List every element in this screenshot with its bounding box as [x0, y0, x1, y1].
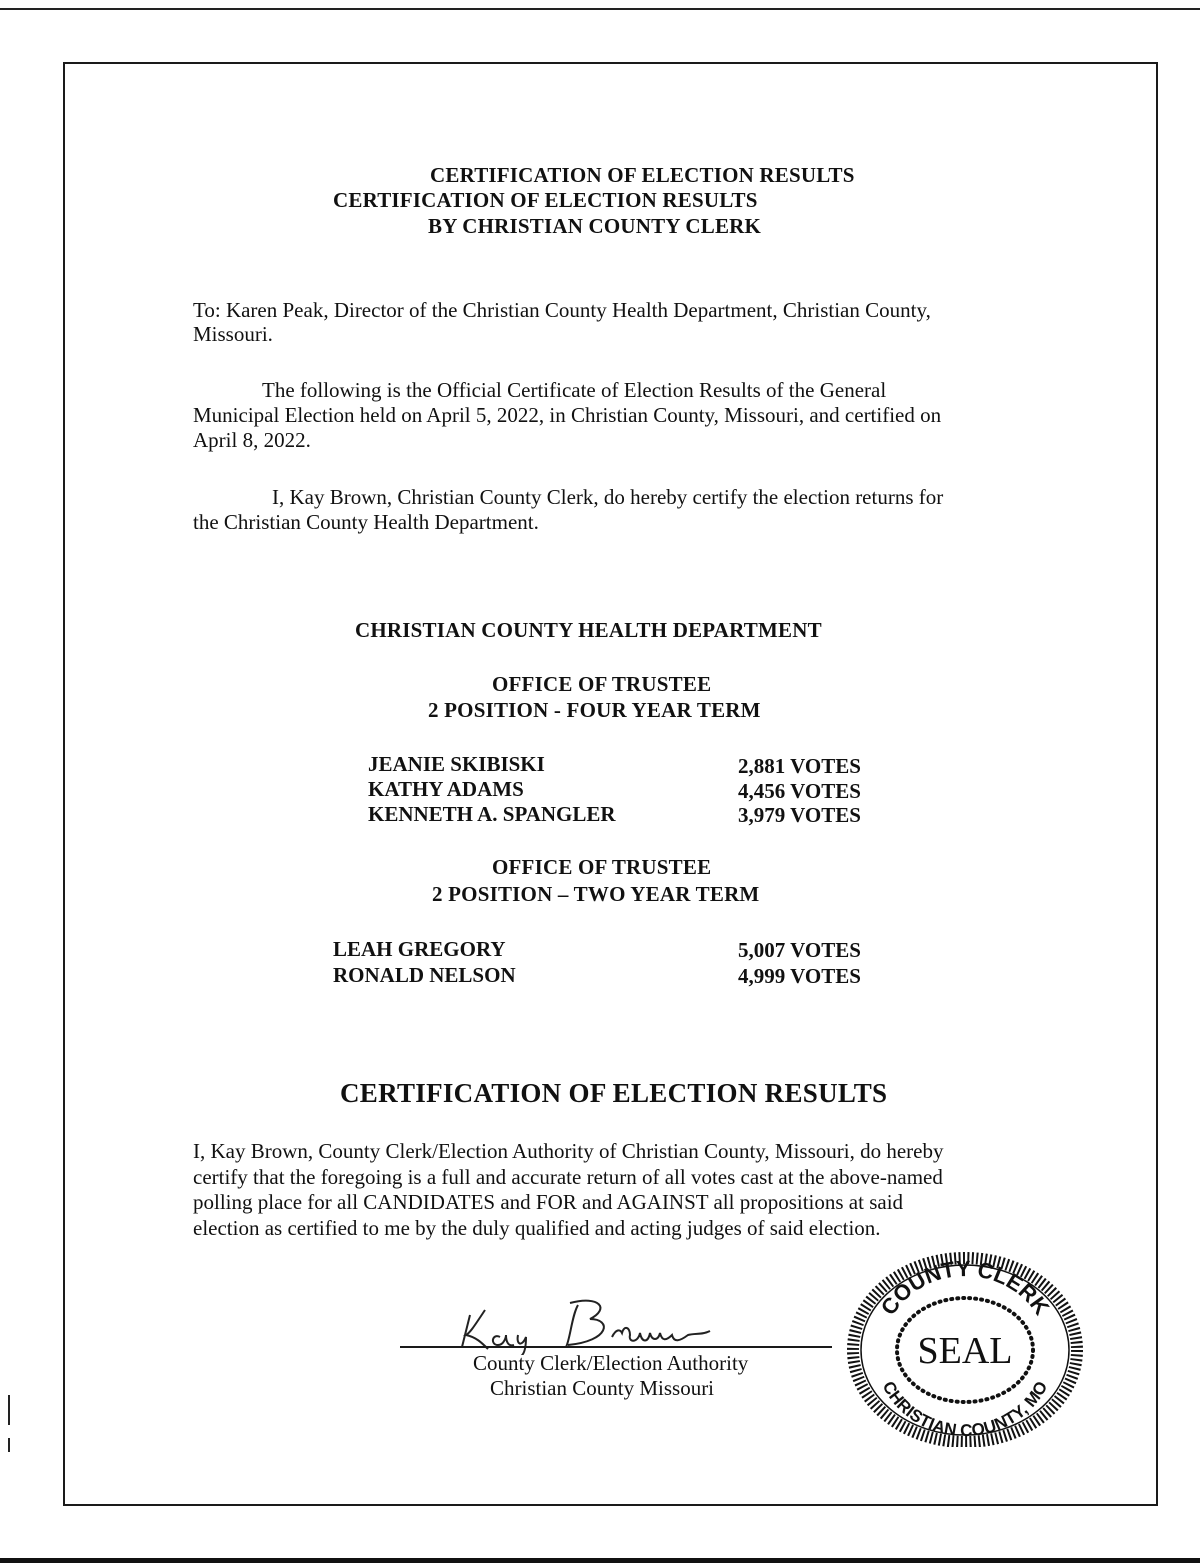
county-clerk-seal — [845, 1252, 1085, 1447]
race-1-term: 2 POSITION - FOUR YEAR TERM — [428, 698, 761, 722]
certify-statement-line-1: I, Kay Brown, Christian County Clerk, do hereby certify the election returns for — [272, 485, 944, 509]
header-line-1: CERTIFICATION OF ELECTION RESULTS — [430, 163, 855, 187]
address-line-1: To: Karen Peak, Director of the Christian County Health Department, Christian County, — [193, 298, 931, 322]
race-1-candidate-2-name: KATHY ADAMS — [368, 777, 524, 801]
left-margin-mark — [8, 1438, 10, 1452]
address-line-2: Missouri. — [193, 322, 273, 346]
certification-title: CERTIFICATION OF ELECTION RESULTS — [340, 1078, 888, 1108]
race-2-office: OFFICE OF TRUSTEE — [492, 855, 712, 879]
certification-line-2: certify that the foregoing is a full and accurate return of all votes cast at the above-named — [193, 1165, 943, 1189]
top-edge-line — [0, 8, 1200, 10]
left-margin-mark — [8, 1395, 10, 1425]
race-1-candidate-1-votes: 2,881 VOTES — [738, 754, 861, 778]
certification-line-3: polling place for all CANDIDATES and FOR and AGAINST all propositions at said — [193, 1190, 904, 1214]
header-line-3: BY CHRISTIAN COUNTY CLERK — [428, 214, 762, 238]
race-1-candidate-3-votes: 3,979 VOTES — [738, 803, 861, 827]
race-2-term: 2 POSITION – TWO YEAR TERM — [432, 882, 760, 906]
department-title: CHRISTIAN COUNTY HEALTH DEPARTMENT — [355, 618, 822, 642]
race-2-candidate-1-name: LEAH GREGORY — [333, 937, 506, 961]
certification-line-1: I, Kay Brown, County Clerk/Election Authority of Christian County, Missouri, do hereby — [193, 1139, 944, 1163]
header-line-2: CERTIFICATION OF ELECTION RESULTS — [333, 188, 758, 212]
seal-bottom-text: CHRISTIAN COUNTY, MO — [878, 1378, 1052, 1441]
intro-line-1: The following is the Official Certificate of Election Results of the General — [262, 378, 887, 402]
race-2-candidate-2-votes: 4,999 VOTES — [738, 964, 861, 988]
certify-statement-line-2: the Christian County Health Department. — [193, 510, 539, 534]
intro-line-3: April 8, 2022. — [193, 428, 311, 452]
signature-line — [400, 1346, 832, 1348]
race-1-candidate-1-name: JEANIE SKIBISKI — [368, 752, 545, 776]
certification-line-4: election as certified to me by the duly qualified and acting judges of said election. — [193, 1216, 881, 1240]
seal-top-text: COUNTY CLERK — [875, 1255, 1055, 1320]
race-1-candidate-3-name: KENNETH A. SPANGLER — [368, 802, 616, 826]
race-2-candidate-2-name: RONALD NELSON — [333, 963, 516, 987]
bottom-edge-line — [0, 1558, 1200, 1563]
signature-location: Christian County Missouri — [490, 1376, 715, 1400]
race-1-candidate-2-votes: 4,456 VOTES — [738, 779, 861, 803]
svg-text:COUNTY CLERK — [876, 1256, 1055, 1320]
seal-center-text: SEAL — [917, 1330, 1013, 1372]
intro-line-2: Municipal Election held on April 5, 2022, in Christian County, Missouri, and certified on — [193, 403, 942, 427]
signature-title: County Clerk/Election Authority — [473, 1351, 749, 1375]
race-2-candidate-1-votes: 5,007 VOTES — [738, 938, 861, 962]
race-1-office: OFFICE OF TRUSTEE — [492, 672, 712, 696]
handwritten-signature — [440, 1285, 740, 1355]
